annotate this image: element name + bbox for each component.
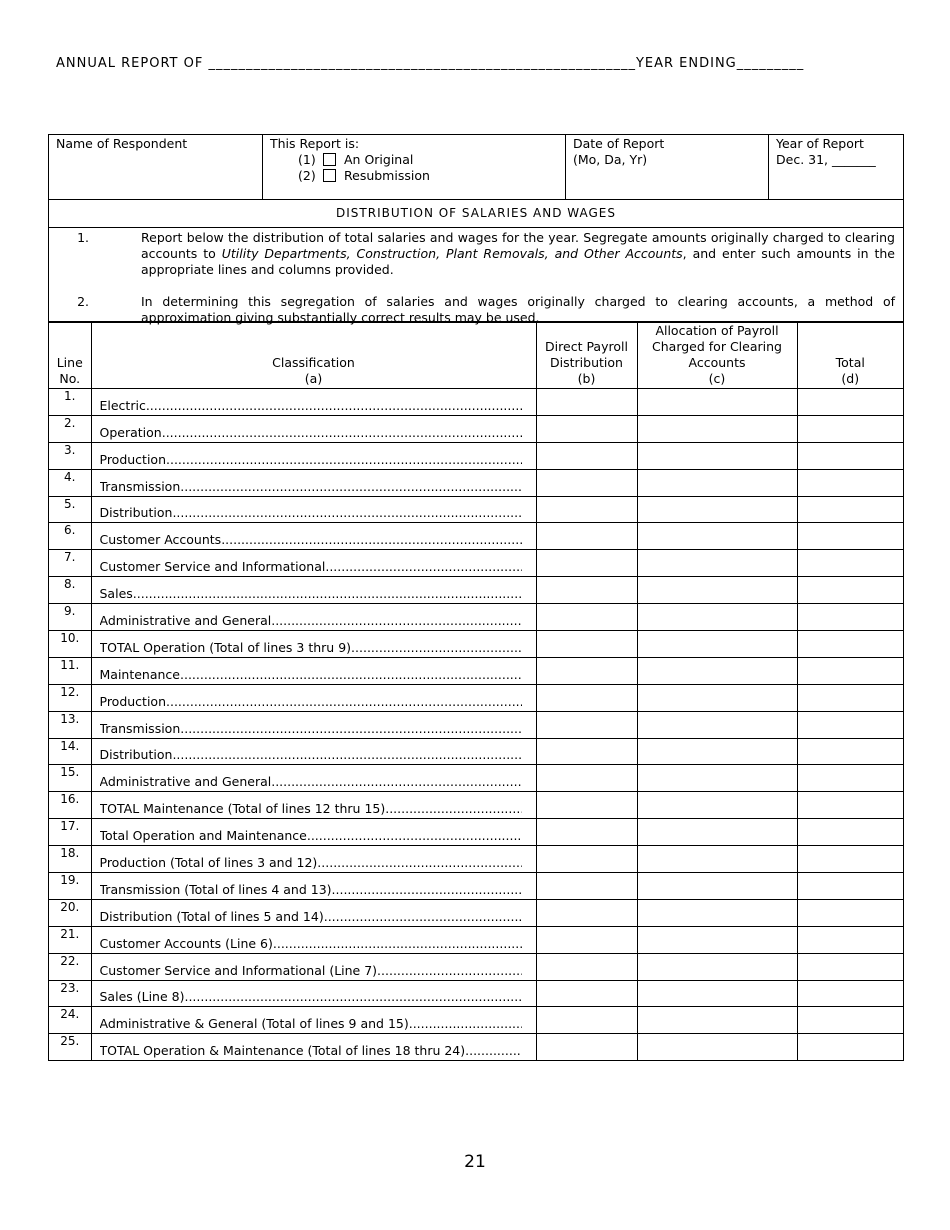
respondent-name-cell[interactable] [49,135,263,199]
allocation-payroll-input[interactable] [637,980,797,1007]
direct-payroll-header: Direct Payroll Distribution (b) [536,323,637,389]
direct-payroll-input[interactable] [536,765,637,792]
direct-payroll-input[interactable] [536,792,637,819]
report-date-label: Date of Report [573,136,665,151]
line-number: 3. [49,442,91,469]
classification-cell [91,819,536,846]
total-input[interactable] [797,711,903,738]
allocation-payroll-input[interactable] [637,631,797,658]
classification-header: Classification (a) [91,323,536,389]
dot-leader [162,426,522,440]
classification-cell [91,873,536,900]
allocation-payroll-input[interactable] [637,846,797,873]
dot-leader [307,829,522,843]
total-input[interactable] [797,523,903,550]
direct-payroll-input[interactable] [536,684,637,711]
direct-payroll-input[interactable] [536,631,637,658]
table-row [49,1034,903,1060]
report-type-cell [263,135,566,199]
dot-leader [409,1017,522,1031]
table-row [49,415,903,442]
dot-leader [166,695,521,709]
direct-payroll-input[interactable] [536,389,637,416]
line-number: 14. [49,738,91,765]
classification-label: TOTAL Operation & Maintenance (Total of lines 18 thru 24) [99,1044,466,1059]
line-number: 6. [49,523,91,550]
classification-cell [91,792,536,819]
direct-payroll-input[interactable] [536,577,637,604]
direct-payroll-input[interactable] [536,604,637,631]
classification-cell [91,846,536,873]
line-number: 19. [49,873,91,900]
original-checkbox[interactable] [323,153,336,166]
classification-label: Customer Accounts [99,533,222,548]
allocation-payroll-input[interactable] [637,523,797,550]
direct-payroll-input[interactable] [536,657,637,684]
direct-payroll-input[interactable] [536,953,637,980]
table-row [49,442,903,469]
dot-leader [221,533,521,547]
instruction-1 [57,230,895,278]
allocation-payroll-input[interactable] [637,389,797,416]
instruction-text-part: Report below the distribution of total salaries and wages for the year. Segregate amounts originally charged to clearing accounts to [141,230,895,261]
direct-payroll-input[interactable] [536,442,637,469]
line-number: 2. [49,415,91,442]
dot-leader [332,883,522,897]
instruction-2 [57,294,895,326]
total-input[interactable] [797,980,903,1007]
classification-cell [91,577,536,604]
dot-leader [172,748,521,762]
classification-cell [91,953,536,980]
table-row [49,873,903,900]
total-input[interactable] [797,550,903,577]
classification-cell [91,469,536,496]
total-input[interactable] [797,738,903,765]
classification-label: Production (Total of lines 3 and 12) [99,856,318,871]
classification-cell [91,738,536,765]
classification-cell [91,496,536,523]
classification-cell [91,765,536,792]
line-number: 12. [49,684,91,711]
total-input[interactable] [797,604,903,631]
line-no-header: Line No. [49,323,91,389]
instruction-text-part: , and enter such amounts in the appropriate lines and columns provided. [141,246,895,277]
table-row [49,496,903,523]
dot-leader [172,506,521,520]
table-row [49,926,903,953]
direct-payroll-input[interactable] [536,819,637,846]
instruction-number: 1. [77,230,89,245]
table-row [49,711,903,738]
dot-leader [184,990,521,1004]
report-year-value: Dec. 31, _______ [776,152,876,167]
classification-cell [91,631,536,658]
total-input[interactable] [797,792,903,819]
table-row [49,550,903,577]
allocation-payroll-input[interactable] [637,469,797,496]
table-row [49,684,903,711]
table-row [49,819,903,846]
line-number: 9. [49,604,91,631]
classification-cell [91,899,536,926]
distribution-table [49,322,903,1060]
total-input[interactable] [797,496,903,523]
line-number: 25. [49,1034,91,1060]
line-number: 21. [49,926,91,953]
classification-label: Distribution (Total of lines 5 and 14) [99,909,324,924]
line-number: 15. [49,765,91,792]
direct-payroll-input[interactable] [536,873,637,900]
resubmission-option-label: Resubmission [344,168,430,183]
dot-leader [133,587,522,601]
allocation-payroll-header: Allocation of Payroll Charged for Clearing Accounts (c) [637,323,797,389]
table-row [49,765,903,792]
section-title: DISTRIBUTION OF SALARIES AND WAGES [49,200,903,228]
allocation-payroll-input[interactable] [637,684,797,711]
allocation-payroll-input[interactable] [637,657,797,684]
total-input[interactable] [797,389,903,416]
resubmission-option[interactable] [270,168,558,184]
total-input[interactable] [797,819,903,846]
classification-cell [91,604,536,631]
classification-label: Electric [99,398,146,413]
table-row [49,738,903,765]
report-year-cell[interactable] [769,135,903,199]
table-row [49,469,903,496]
instructions [49,228,903,325]
direct-payroll-input[interactable] [536,738,637,765]
line-number: 4. [49,469,91,496]
classification-cell [91,415,536,442]
dot-leader [325,560,521,574]
line-number: 23. [49,980,91,1007]
dot-leader [146,399,522,413]
classification-cell [91,926,536,953]
report-year-label: Year of Report [776,136,864,151]
table-row [49,980,903,1007]
allocation-payroll-input[interactable] [637,604,797,631]
original-option-number: (1) [298,152,316,167]
line-number: 20. [49,899,91,926]
classification-label: Operation [99,425,162,440]
classification-label: TOTAL Maintenance (Total of lines 12 thru 15) [99,802,386,817]
dot-leader [180,480,521,494]
allocation-payroll-input[interactable] [637,1007,797,1034]
line-number: 10. [49,631,91,658]
classification-label: Distribution [99,506,173,521]
classification-label: Customer Service and Informational (Line 7) [99,963,378,978]
total-input[interactable] [797,873,903,900]
classification-cell [91,442,536,469]
dot-leader [317,856,521,870]
allocation-payroll-input[interactable] [637,442,797,469]
direct-payroll-input[interactable] [536,1007,637,1034]
direct-payroll-input[interactable] [536,1034,637,1060]
classification-label: Production [99,452,167,467]
classification-label: Production [99,694,167,709]
classification-label: Administrative and General [99,775,272,790]
dot-leader [465,1044,521,1058]
dot-leader [180,668,522,682]
direct-payroll-input[interactable] [536,550,637,577]
direct-payroll-input[interactable] [536,926,637,953]
allocation-payroll-input[interactable] [637,738,797,765]
classification-cell [91,980,536,1007]
dot-leader [273,937,522,951]
total-input[interactable] [797,442,903,469]
total-input[interactable] [797,765,903,792]
allocation-payroll-input[interactable] [637,819,797,846]
report-type-label: This Report is: [270,136,360,151]
annual-report-of-label: ANNUAL REPORT OF _________________________________________________________ [56,56,636,71]
allocation-payroll-input[interactable] [637,550,797,577]
total-header: Total (d) [797,323,903,389]
total-input[interactable] [797,415,903,442]
dot-leader [166,453,521,467]
allocation-payroll-input[interactable] [637,711,797,738]
report-date-cell[interactable] [566,135,769,199]
total-input[interactable] [797,899,903,926]
classification-label: Distribution [99,748,173,763]
line-number: 11. [49,657,91,684]
line-number: 22. [49,953,91,980]
total-input[interactable] [797,684,903,711]
classification-cell [91,657,536,684]
original-option-label: An Original [344,152,414,167]
classification-label: Sales [99,587,133,602]
table-header-row [49,323,903,389]
respondent-info-row [49,135,903,200]
table-row [49,953,903,980]
dot-leader [351,641,521,655]
table-row [49,846,903,873]
classification-cell [91,1007,536,1034]
direct-payroll-input[interactable] [536,415,637,442]
line-number: 8. [49,577,91,604]
line-number: 17. [49,819,91,846]
table-row [49,792,903,819]
line-number: 7. [49,550,91,577]
total-input[interactable] [797,577,903,604]
allocation-payroll-input[interactable] [637,765,797,792]
total-input[interactable] [797,1034,903,1060]
classification-label: Customer Accounts (Line 6) [99,936,273,951]
line-number: 16. [49,792,91,819]
line-number: 1. [49,389,91,416]
classification-label: Total Operation and Maintenance [99,829,307,844]
classification-label: Transmission [99,479,181,494]
resubmission-checkbox[interactable] [323,169,336,182]
table-row [49,657,903,684]
table-row [49,899,903,926]
direct-payroll-input[interactable] [536,980,637,1007]
table-row [49,1007,903,1034]
classification-label: Customer Service and Informational [99,560,326,575]
allocation-payroll-input[interactable] [637,792,797,819]
line-number: 24. [49,1007,91,1034]
total-input[interactable] [797,631,903,658]
direct-payroll-input[interactable] [536,496,637,523]
classification-label: Transmission (Total of lines 4 and 13) [99,882,332,897]
classification-cell [91,389,536,416]
direct-payroll-input[interactable] [536,469,637,496]
instruction-text [141,294,895,326]
table-row [49,604,903,631]
report-date-format: (Mo, Da, Yr) [573,152,648,167]
allocation-payroll-input[interactable] [637,415,797,442]
table-row [49,631,903,658]
dot-leader [271,775,521,789]
table-row [49,577,903,604]
line-number: 13. [49,711,91,738]
report-header [56,56,886,71]
instruction-number: 2. [77,294,89,309]
allocation-payroll-input[interactable] [637,953,797,980]
salaries-wages-form [48,134,904,1061]
direct-payroll-input[interactable] [536,846,637,873]
year-ending-label: YEAR ENDING_________ [635,56,805,71]
classification-label: Maintenance [99,667,180,682]
classification-cell [91,550,536,577]
total-input[interactable] [797,953,903,980]
allocation-payroll-input[interactable] [637,496,797,523]
allocation-payroll-input[interactable] [637,899,797,926]
allocation-payroll-input[interactable] [637,926,797,953]
respondent-name-label: Name of Respondent [56,136,188,151]
classification-label: Administrative and General [99,614,272,629]
resubmission-option-number: (2) [298,168,316,183]
instruction-text [141,230,895,278]
table-row [49,389,903,416]
dot-leader [271,614,521,628]
direct-payroll-input[interactable] [536,523,637,550]
table-row [49,523,903,550]
classification-label: Sales (Line 8) [99,990,185,1005]
line-number: 5. [49,496,91,523]
allocation-payroll-input[interactable] [637,577,797,604]
dot-leader [385,802,521,816]
classification-cell [91,523,536,550]
direct-payroll-input[interactable] [536,899,637,926]
original-option[interactable] [270,152,558,168]
classification-label: Administrative & General (Total of lines 9 and 15) [99,1017,409,1032]
dot-leader [324,910,522,924]
total-input[interactable] [797,846,903,873]
allocation-payroll-input[interactable] [637,873,797,900]
allocation-payroll-input[interactable] [637,1034,797,1060]
total-input[interactable] [797,657,903,684]
classification-cell [91,1034,536,1060]
dot-leader [180,722,521,736]
line-number: 18. [49,846,91,873]
total-input[interactable] [797,926,903,953]
total-input[interactable] [797,1007,903,1034]
classification-label: TOTAL Operation (Total of lines 3 thru 9) [99,640,352,655]
page-number: 21 [464,1152,486,1172]
instruction-text-italic: Utility Departments, Construction, Plant Removals, and Other Accounts [221,246,683,261]
classification-cell [91,711,536,738]
classification-label: Transmission [99,721,181,736]
instruction-text-part: In determining this segregation of salaries and wages originally charged to clearing accounts, a method of approximation giving substantially correct results may be used. [141,294,895,325]
total-input[interactable] [797,469,903,496]
classification-cell [91,684,536,711]
dot-leader [377,964,521,978]
direct-payroll-input[interactable] [536,711,637,738]
